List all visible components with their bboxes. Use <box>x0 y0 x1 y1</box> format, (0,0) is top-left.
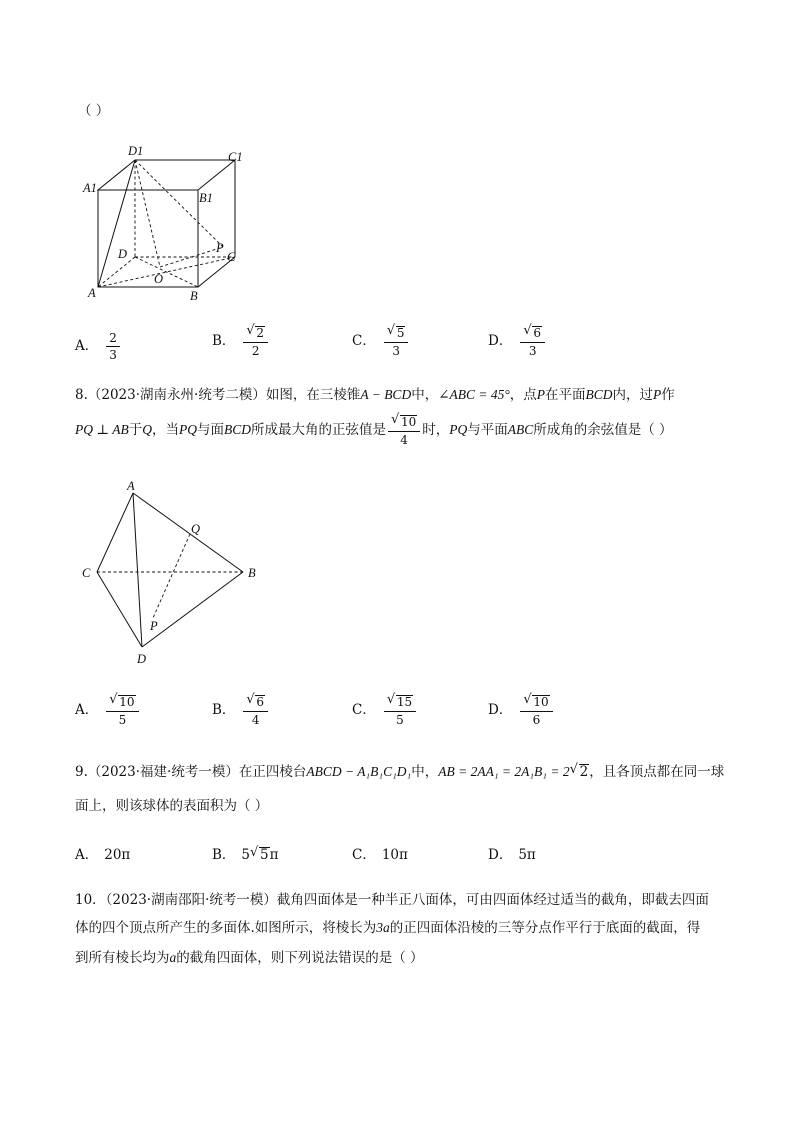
q8-tetrahedron-figure <box>75 475 275 670</box>
q7-option-d[interactable]: D． √ $\frac{6}{3}$ <box>488 326 547 357</box>
q9-line-2: 面上，则该球体的表面积为（ ） <box>75 798 269 814</box>
label-D: D <box>118 247 128 261</box>
label-A1: A1 <box>83 181 97 195</box>
q8-option-d[interactable]: D． √ $\frac{10}{6}$ <box>488 695 555 726</box>
q10-line-2: 体的四个顶点所产生的多面体.如图所示，将棱长为3a的正四面体沿棱的三等分点作平行于底面的截面，得 <box>75 920 701 936</box>
q8-option-c[interactable]: C． √ $\frac{15}{5}$ <box>352 695 418 726</box>
label-D1: D1 <box>128 144 144 158</box>
q9-option-a[interactable]: A． 20π <box>75 847 131 863</box>
q7-answer-blank: （ ） <box>78 103 110 119</box>
q8-option-a[interactable]: A． √ $\frac{10}{5}$ <box>75 695 141 726</box>
q9-option-d[interactable]: D． 5π <box>488 847 536 863</box>
q9-line-1: 9.（2023·福建·统考一模）在正四棱台ABCD − A₁B₁C₁D₁中，AB = 2AA₁ = 2A₁B₁ = 2√ 2，且各顶点都在同一球 <box>75 762 724 782</box>
q8-option-b[interactable]: B． √ $\frac{6}{4}$ <box>212 695 270 726</box>
label-Q: Q <box>191 522 201 536</box>
label-C1: C1 <box>228 150 243 164</box>
label-B1: B1 <box>199 191 213 205</box>
label-O: O <box>154 272 164 286</box>
label-P: P <box>150 619 158 633</box>
label-C: C <box>227 250 236 264</box>
label-A: A <box>127 479 135 493</box>
q8-line-1: 8.（2023·湖南永州·统考二模）如图，在三棱锥A − BCD中，∠ABC = 45°，点P在平面BCD内，过P作 <box>75 387 675 403</box>
q10-line-3: 到所有棱长均为a的截角四面体，则下列说法错误的是（ ） <box>75 950 424 966</box>
cube-front-face <box>98 190 198 287</box>
label-B: B <box>248 566 256 580</box>
q10-line-1: 10．（2023·湖南邵阳·统考一模）截角四面体是一种半正八面体，可由四面体经过适当的截角，即截去四面 <box>75 892 709 908</box>
label-B: B <box>190 289 198 303</box>
q9-option-b[interactable]: B． 5√ 5π <box>212 843 278 863</box>
label-D: D <box>137 652 147 666</box>
q8-line-2: PQ ⊥ AB于Q，当PQ与面BCD所成最大角的正弦值是 √ $\frac{10}{4}$ 时，PQ与平面ABC所成角的余弦值是（ ） <box>75 413 673 447</box>
label-C: C <box>82 566 91 580</box>
label-P: P <box>216 241 224 255</box>
label-A: A <box>88 286 96 300</box>
q7-cube-figure <box>78 140 258 310</box>
q9-option-c[interactable]: C． 10π <box>352 847 408 863</box>
q7-option-b[interactable]: B． √ $\frac{2}{2}$ <box>212 326 270 357</box>
cube-top-face <box>98 160 235 190</box>
q7-option-a[interactable]: A． $\frac{2}{3}$ <box>75 332 122 361</box>
q7-option-c[interactable]: C． √ $\frac{5}{3}$ <box>352 326 410 357</box>
